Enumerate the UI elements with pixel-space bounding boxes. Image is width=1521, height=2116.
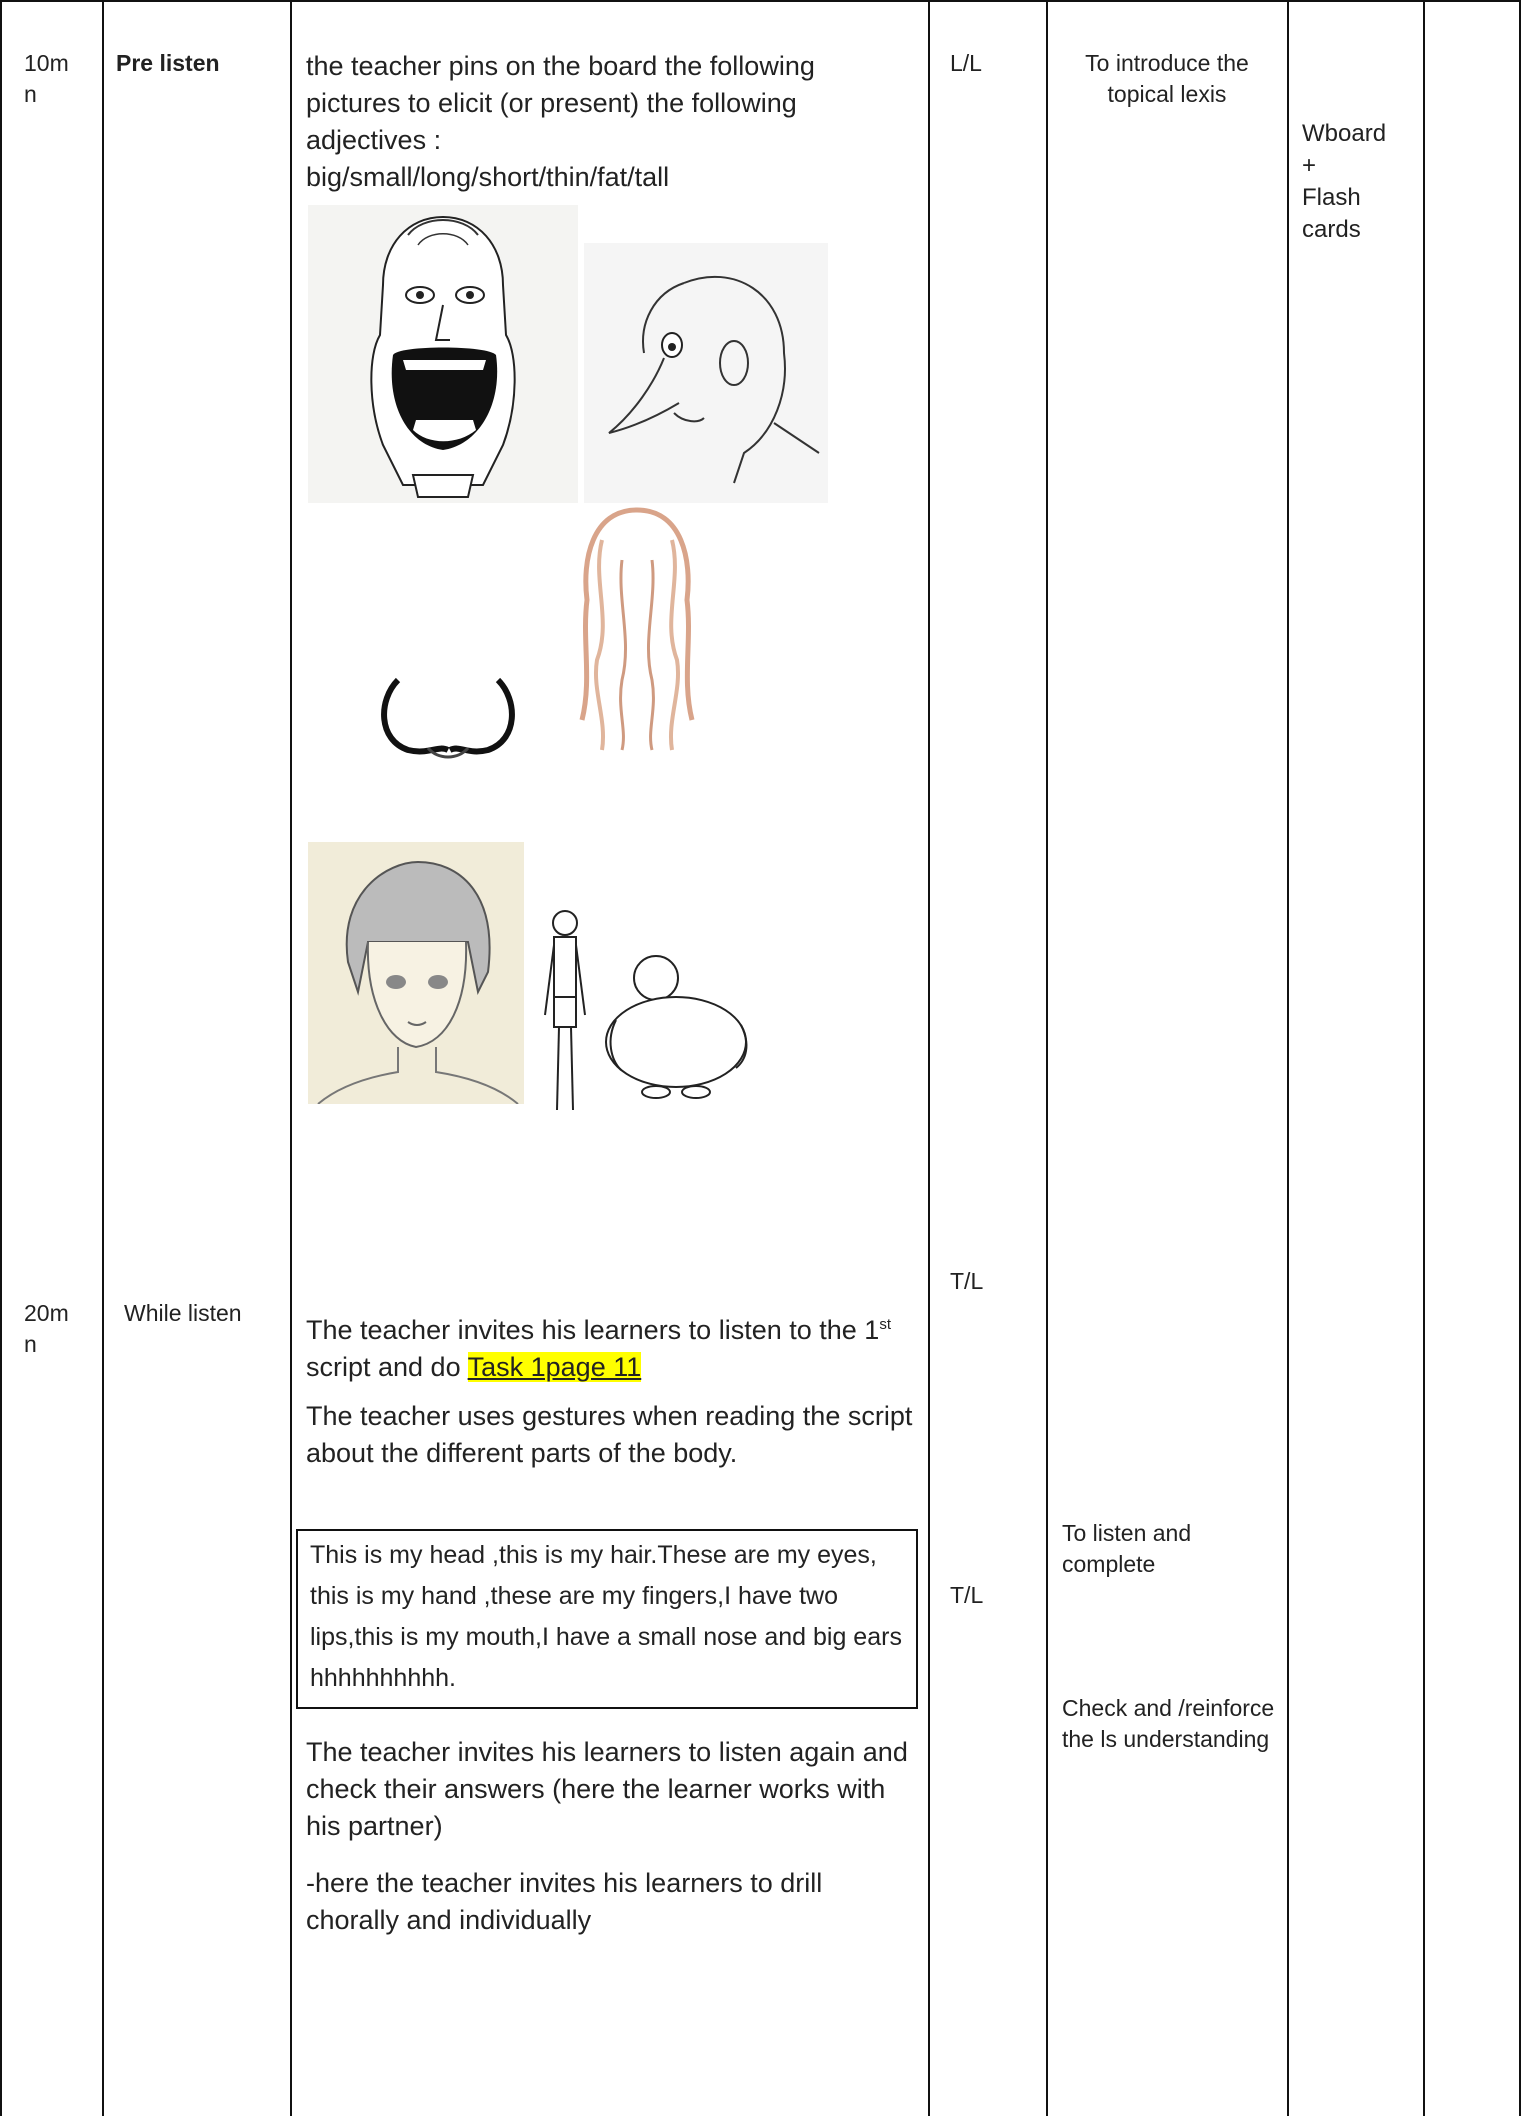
procedure-paragraph-4: -here the teacher invites his learners to drill chorally and individually bbox=[306, 1868, 823, 1935]
stage-cell-1: Pre listen bbox=[116, 50, 220, 76]
procedure-paragraph-2: The teacher uses gestures when reading the script about the different parts of the body. bbox=[306, 1401, 913, 1468]
border-top bbox=[0, 0, 1521, 2]
materials-cell-1: Wboard + Flash cards bbox=[1302, 120, 1387, 243]
fat-man-picture bbox=[596, 950, 756, 1100]
aim-cell-1: To introduce the topical lexis bbox=[1085, 50, 1249, 107]
procedure-intro: the teacher pins on the board the following pictures to elicit (or present) the following adjectives : bbox=[306, 51, 815, 155]
aim-cell-2b: Check and /reinforce the ls understanding bbox=[1062, 1695, 1275, 1752]
time-cell-1: 10m n bbox=[24, 50, 69, 107]
col-line-5 bbox=[1287, 0, 1289, 2116]
long-nose-man-picture bbox=[584, 243, 828, 503]
script-box: This is my head ,this is my hair.These are my eyes, this is my hand ,these are my fingers,I have two lips,this is my mouth,I have a small nose and big ears hhhhhhhhhh. bbox=[296, 1529, 918, 1709]
procedure-paragraph-3: The teacher invites his learners to listen again and check their answers (here the learner works with his partner) bbox=[306, 1737, 908, 1841]
thin-tall-man-picture bbox=[540, 905, 590, 1120]
time-cell-2: 20m n bbox=[24, 1300, 69, 1357]
adjectives-list: big/small/long/short/thin/fat/tall bbox=[306, 162, 670, 192]
aim-cell-2a: To listen and complete bbox=[1062, 1520, 1192, 1577]
task-link[interactable]: Task 1page 11 bbox=[467, 1352, 642, 1382]
col-line-4 bbox=[1046, 0, 1048, 2116]
big-mouth-face-picture bbox=[308, 205, 578, 503]
col-line-6 bbox=[1423, 0, 1425, 2116]
small-nose-picture bbox=[368, 660, 528, 780]
interaction-cell-1: L/L bbox=[950, 50, 982, 76]
interaction-cell-2a: T/L bbox=[950, 1268, 984, 1294]
col-line-2 bbox=[290, 0, 292, 2116]
long-hair-picture bbox=[562, 500, 712, 760]
col-line-3 bbox=[928, 0, 930, 2116]
col-line-1 bbox=[102, 0, 104, 2116]
short-hair-girl-picture bbox=[308, 842, 524, 1104]
interaction-cell-2b: T/L bbox=[950, 1582, 984, 1608]
stage-cell-2: While listen bbox=[124, 1300, 242, 1326]
col-line-0 bbox=[0, 0, 2, 2116]
procedure-paragraph-1: The teacher invites his learners to listen to the 1st script and do Task 1page 11 bbox=[306, 1315, 891, 1382]
